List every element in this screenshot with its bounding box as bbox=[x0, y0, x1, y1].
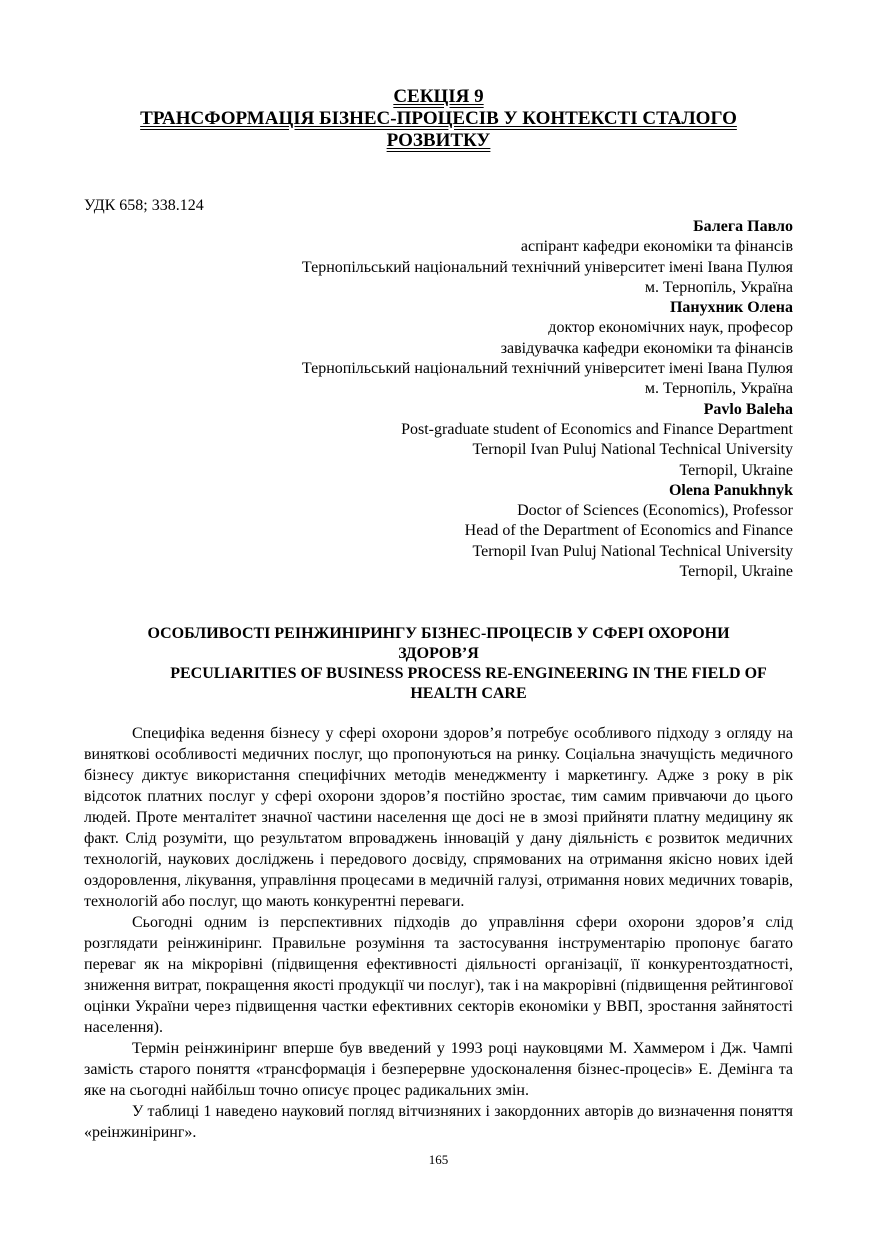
author-affiliation: Head of the Department of Economics and Finance bbox=[464, 522, 793, 540]
author-affiliation: м. Тернопіль, Україна bbox=[644, 278, 793, 296]
author-affiliation: Ternopil Ivan Puluj National Technical University bbox=[472, 441, 793, 459]
author-affiliation: аспірант кафедри економіки та фінансів bbox=[520, 238, 793, 256]
author-affiliation: Post-graduate student of Economics and Finance Department bbox=[401, 420, 793, 438]
author-affiliation: доктор економічних наук, професор bbox=[548, 319, 793, 337]
author-affiliation: м. Тернопіль, Україна bbox=[644, 380, 793, 398]
body-paragraph: У таблиці 1 наведено науковий погляд вітчизняних і закордонних авторів до визначення поняття «реінжиніринг». bbox=[84, 1103, 793, 1141]
author-name: Панухник Олена bbox=[669, 299, 793, 317]
author-affiliation: Тернопільський національний технічний університет імені Івана Пулюя bbox=[301, 258, 793, 276]
section-number: СЕКЦІЯ 9 bbox=[393, 86, 484, 107]
article-body bbox=[84, 723, 793, 1143]
body-paragraph: Термін реінжиніринг вперше був введений у 1993 році науковцями М. Хаммером і Дж. Чампі замість старого поняття «трансформація і безперервне удосконалення бізнес-процесів» Е. Демінга та яке на сьогодні найбільш точно описує процес радикальних змін. bbox=[84, 1040, 793, 1099]
author-affiliation: завідувачка кафедри економіки та фінансів bbox=[500, 339, 793, 357]
udk-code: УДК 658; 338.124 bbox=[84, 197, 204, 214]
section-title-line-1: ТРАНСФОРМАЦІЯ БІЗНЕС-ПРОЦЕСІВ У КОНТЕКСТІ СТАЛОГО bbox=[140, 108, 737, 129]
body-paragraph: Специфіка ведення бізнесу у сфері охорони здоров’я потребує особливого підходу з огляду на виняткові особливості медичних послуг, що пропонуються на ринку. Соціальна значущість медичного бізнесу диктує використання специфічних методів менеджменту і маркетингу. Адже з року в рік відсоток платних послуг у сфері охорони здоров’я постійно зростає, тим самим привчаючи до цього людей. Проте менталітет значної частини населення ще досі не в змозі прийняти платну медицину як факт. Слід розуміти, що результатом впроваджень інновацій у дану діяльність є розвиток медичних технологій, наукових досліджень і передового досвіду, спрямованих на отримання якісно нових ідей оздоровлення, лікування, управління процесами в медичній галузі, отримання нових медичних товарів, технологій або послуг, що мають конкурентні переваги. bbox=[84, 725, 793, 910]
author-name: Pavlo Baleha bbox=[703, 400, 793, 418]
author-affiliation: Ternopil, Ukraine bbox=[679, 563, 793, 581]
author-affiliation: Doctor of Sciences (Economics), Professor bbox=[517, 502, 793, 520]
article-title-en: PECULIARITIES OF BUSINESS PROCESS RE-ENGINEERING IN THE FIELD OF HEALTH CARE bbox=[170, 665, 767, 702]
author-affiliation: Тернопільський національний технічний університет імені Івана Пулюя bbox=[301, 360, 793, 378]
section-heading bbox=[84, 86, 793, 152]
author-affiliation: Ternopil, Ukraine bbox=[679, 461, 793, 479]
author-block bbox=[193, 217, 793, 582]
author-affiliation: Ternopil Ivan Puluj National Technical University bbox=[472, 542, 793, 560]
author-name: Olena Panukhnyk bbox=[668, 481, 793, 499]
page-number: 165 bbox=[428, 1152, 449, 1167]
section-title-line-2: РОЗВИТКУ bbox=[386, 130, 491, 151]
article-title bbox=[84, 624, 793, 704]
body-paragraph: Сьогодні одним із перспективних підходів до управління сфери охорони здоров’я слід розглядати реінжиніринг. Правильне розуміння та застосування інструментарію пропонує багато переваг як на мікрорівні (підвищення ефективності діяльності організації, її конкурентоздатності, зниження витрат, покращення якості продукції чи послуг), так і на макрорівні (підвищення рейтингової оцінки України через підвищення частки ефективних секторів економіки у ВВП, зростання зайнятості населення). bbox=[84, 914, 793, 1036]
article-title-ua: ОСОБЛИВОСТІ РЕІНЖИНІРИНГУ БІЗНЕС-ПРОЦЕСІВ У СФЕРІ ОХОРОНИ ЗДОРОВ’Я bbox=[147, 625, 730, 662]
author-name: Балега Павло bbox=[693, 218, 793, 235]
